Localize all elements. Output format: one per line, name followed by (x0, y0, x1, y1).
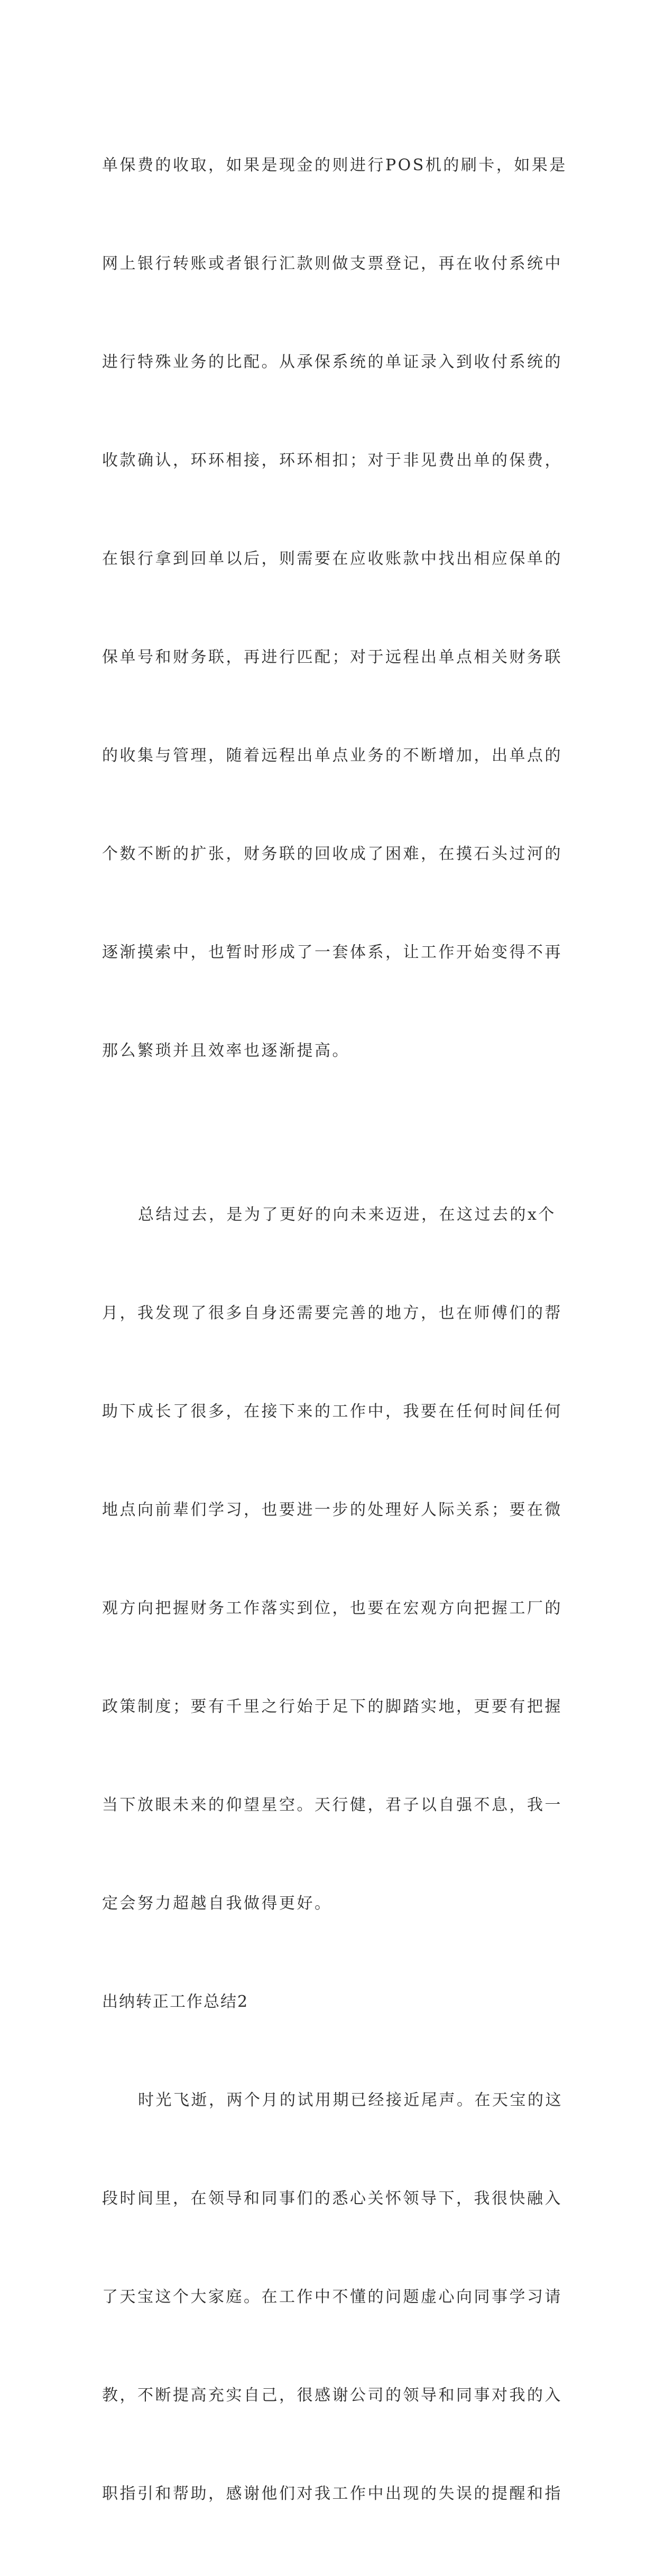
text-line: 收款确认，环环相接，环环相扣；对于非见费出单的保费， (102, 451, 562, 470)
text-line: 逐渐摸索中，也暂时形成了一套体系，让工作开始变得不再 (102, 943, 562, 962)
text-line: 单保费的收取，如果是现金的则进行POS机的刷卡，如果是 (102, 156, 567, 175)
paragraph-continued (102, 84, 567, 1133)
text-line: 个数不断的扩张，财务联的回收成了困难，在摸石头过河的 (102, 845, 562, 863)
text-line: 保单号和财务联，再进行匹配；对于远程出单点相关财务联 (102, 648, 562, 666)
text-line: 地点向前辈们学习，也要进一步的处理好人际关系；要在微 (102, 1501, 562, 1519)
text-line: 观方向把握财务工作落实到位，也要在宏观方向把握工厂的 (102, 1599, 562, 1618)
paragraph-intro (102, 2018, 563, 2576)
text-line: 助下成长了很多，在接下来的工作中，我要在任何时间任何 (102, 1402, 562, 1421)
text-line: 当下放眼未来的仰望星空。天行健，君子以自强不息，我一 (102, 1796, 562, 1814)
text-line: 教，不断提高充实自己，很感谢公司的领导和同事对我的入 (102, 2386, 562, 2405)
text-line: 政策制度；要有千里之行始于足下的脚踏实地，更要有把握 (102, 1697, 562, 1716)
text-line: 了天宝这个大家庭。在工作中不懂的问题虚心向同事学习请 (102, 2288, 562, 2306)
text-line: 总结过去，是为了更好的向未来迈进，在这过去的x个 (138, 1205, 556, 1224)
paragraph-summary (102, 1133, 562, 1986)
text-line: 在银行拿到回单以后，则需要在应收账款中找出相应保单的 (102, 550, 562, 568)
text-line: 段时间里，在领导和同事们的悉心关怀领导下，我很快融入 (102, 2189, 562, 2208)
text-line: 那么繁琐并且效率也逐渐提高。 (102, 1042, 350, 1060)
text-line: 职指引和帮助，感谢他们对我工作中出现的失误的提醒和指 (102, 2484, 562, 2503)
text-line: 时光飞逝，两个月的试用期已经接近尾声。在天宝的这 (138, 2091, 563, 2109)
document-body (102, 84, 567, 2576)
section-title: 出纳转正工作总结2 (102, 1993, 249, 2011)
text-line: 网上银行转账或者银行汇款则做支票登记，再在收付系统中 (102, 254, 562, 273)
text-line: 月，我发现了很多自身还需要完善的地方，也在师傅们的帮 (102, 1304, 562, 1322)
text-line: 进行特殊业务的比配。从承保系统的单证录入到收付系统的 (102, 353, 562, 371)
text-line: 的收集与管理，随着远程出单点业务的不断增加，出单点的 (102, 746, 562, 765)
text-line: 定会努力超越自我做得更好。 (102, 1894, 332, 1913)
